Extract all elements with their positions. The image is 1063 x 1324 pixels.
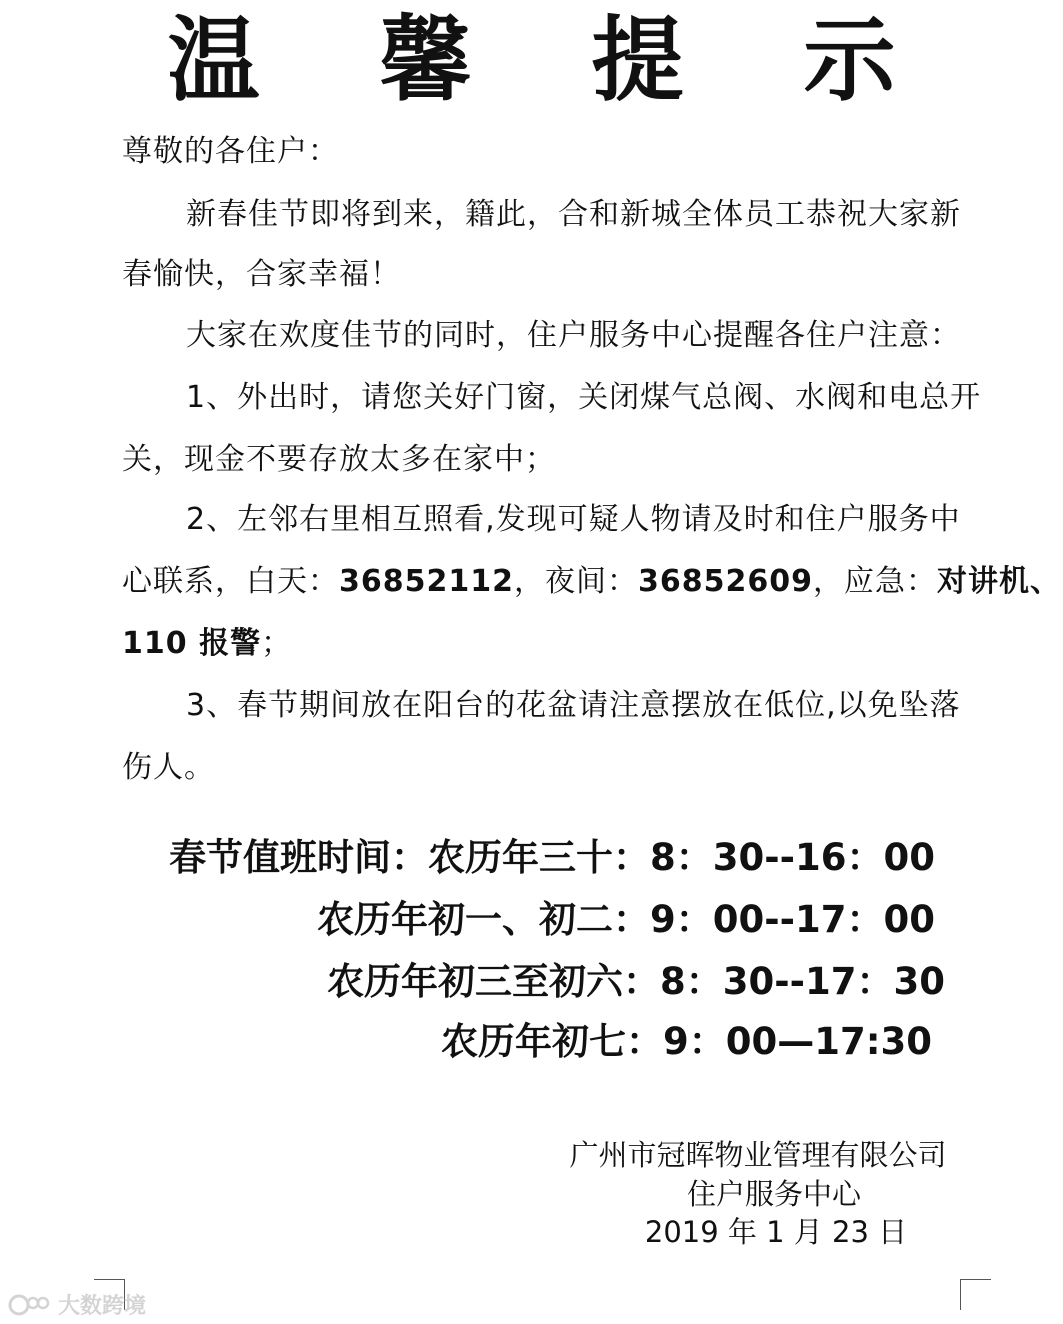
dashu-logo-icon bbox=[8, 1292, 50, 1318]
para2: 大家在欢度佳节的同时，住户服务中心提醒各住户注意： bbox=[186, 318, 961, 353]
item2-line2 bbox=[122, 562, 1061, 602]
duty-row-4: 农历年初七：9：00—17:30 bbox=[440, 1020, 932, 1063]
item2-line1: 2、左邻右里相互照看,发现可疑人物请及时和住户服务中 bbox=[186, 502, 961, 537]
day-phone: 36852112 bbox=[339, 564, 514, 599]
para1-line2: 春愉快，合家幸福！ bbox=[122, 257, 401, 292]
item2-contact-mid2: ，应急： bbox=[813, 564, 937, 599]
notice-title: 温 馨 提 示 bbox=[167, 7, 940, 114]
item3-line1: 3、春节期间放在阳台的花盆请注意摆放在低位,以免坠落 bbox=[186, 688, 961, 723]
item3-line2: 伤人。 bbox=[122, 750, 215, 785]
page-corner-mark-right bbox=[960, 1279, 991, 1310]
police-number: 110 报警 bbox=[122, 626, 262, 661]
night-phone: 36852609 bbox=[638, 564, 813, 599]
item1-line2: 关，现金不要存放太多在家中； bbox=[122, 442, 556, 477]
watermark bbox=[8, 1289, 146, 1320]
signature-dept: 住户服务中心 bbox=[686, 1177, 861, 1211]
watermark-text: 大数跨境 bbox=[58, 1294, 147, 1319]
item2-line3 bbox=[122, 624, 292, 664]
duty-row-3: 农历年初三至初六：8：30--17：30 bbox=[327, 960, 945, 1003]
signature-company: 广州市冠晖物业管理有限公司 bbox=[569, 1138, 947, 1172]
signature-date: 2019 年 1 月 23 日 bbox=[644, 1215, 908, 1249]
duty-row-1: 春节值班时间：农历年三十：8：30--16：00 bbox=[169, 836, 935, 879]
item2-contact-mid: ，夜间： bbox=[514, 564, 638, 599]
item2-line3-suffix: ； bbox=[261, 626, 293, 661]
para1-line1: 新春佳节即将到来，籍此，合和新城全体员工恭祝大家新 bbox=[186, 197, 961, 232]
emergency-contact: 对讲机、 bbox=[937, 564, 1061, 599]
item1-line1: 1、外出时，请您关好门窗，关闭煤气总阀、水阀和电总开 bbox=[186, 380, 982, 415]
duty-row-2: 农历年初一、初二：9：00--17：00 bbox=[317, 898, 935, 941]
item2-contact-prefix: 心联系，白天： bbox=[122, 564, 339, 599]
salutation: 尊敬的各住户： bbox=[122, 134, 339, 169]
